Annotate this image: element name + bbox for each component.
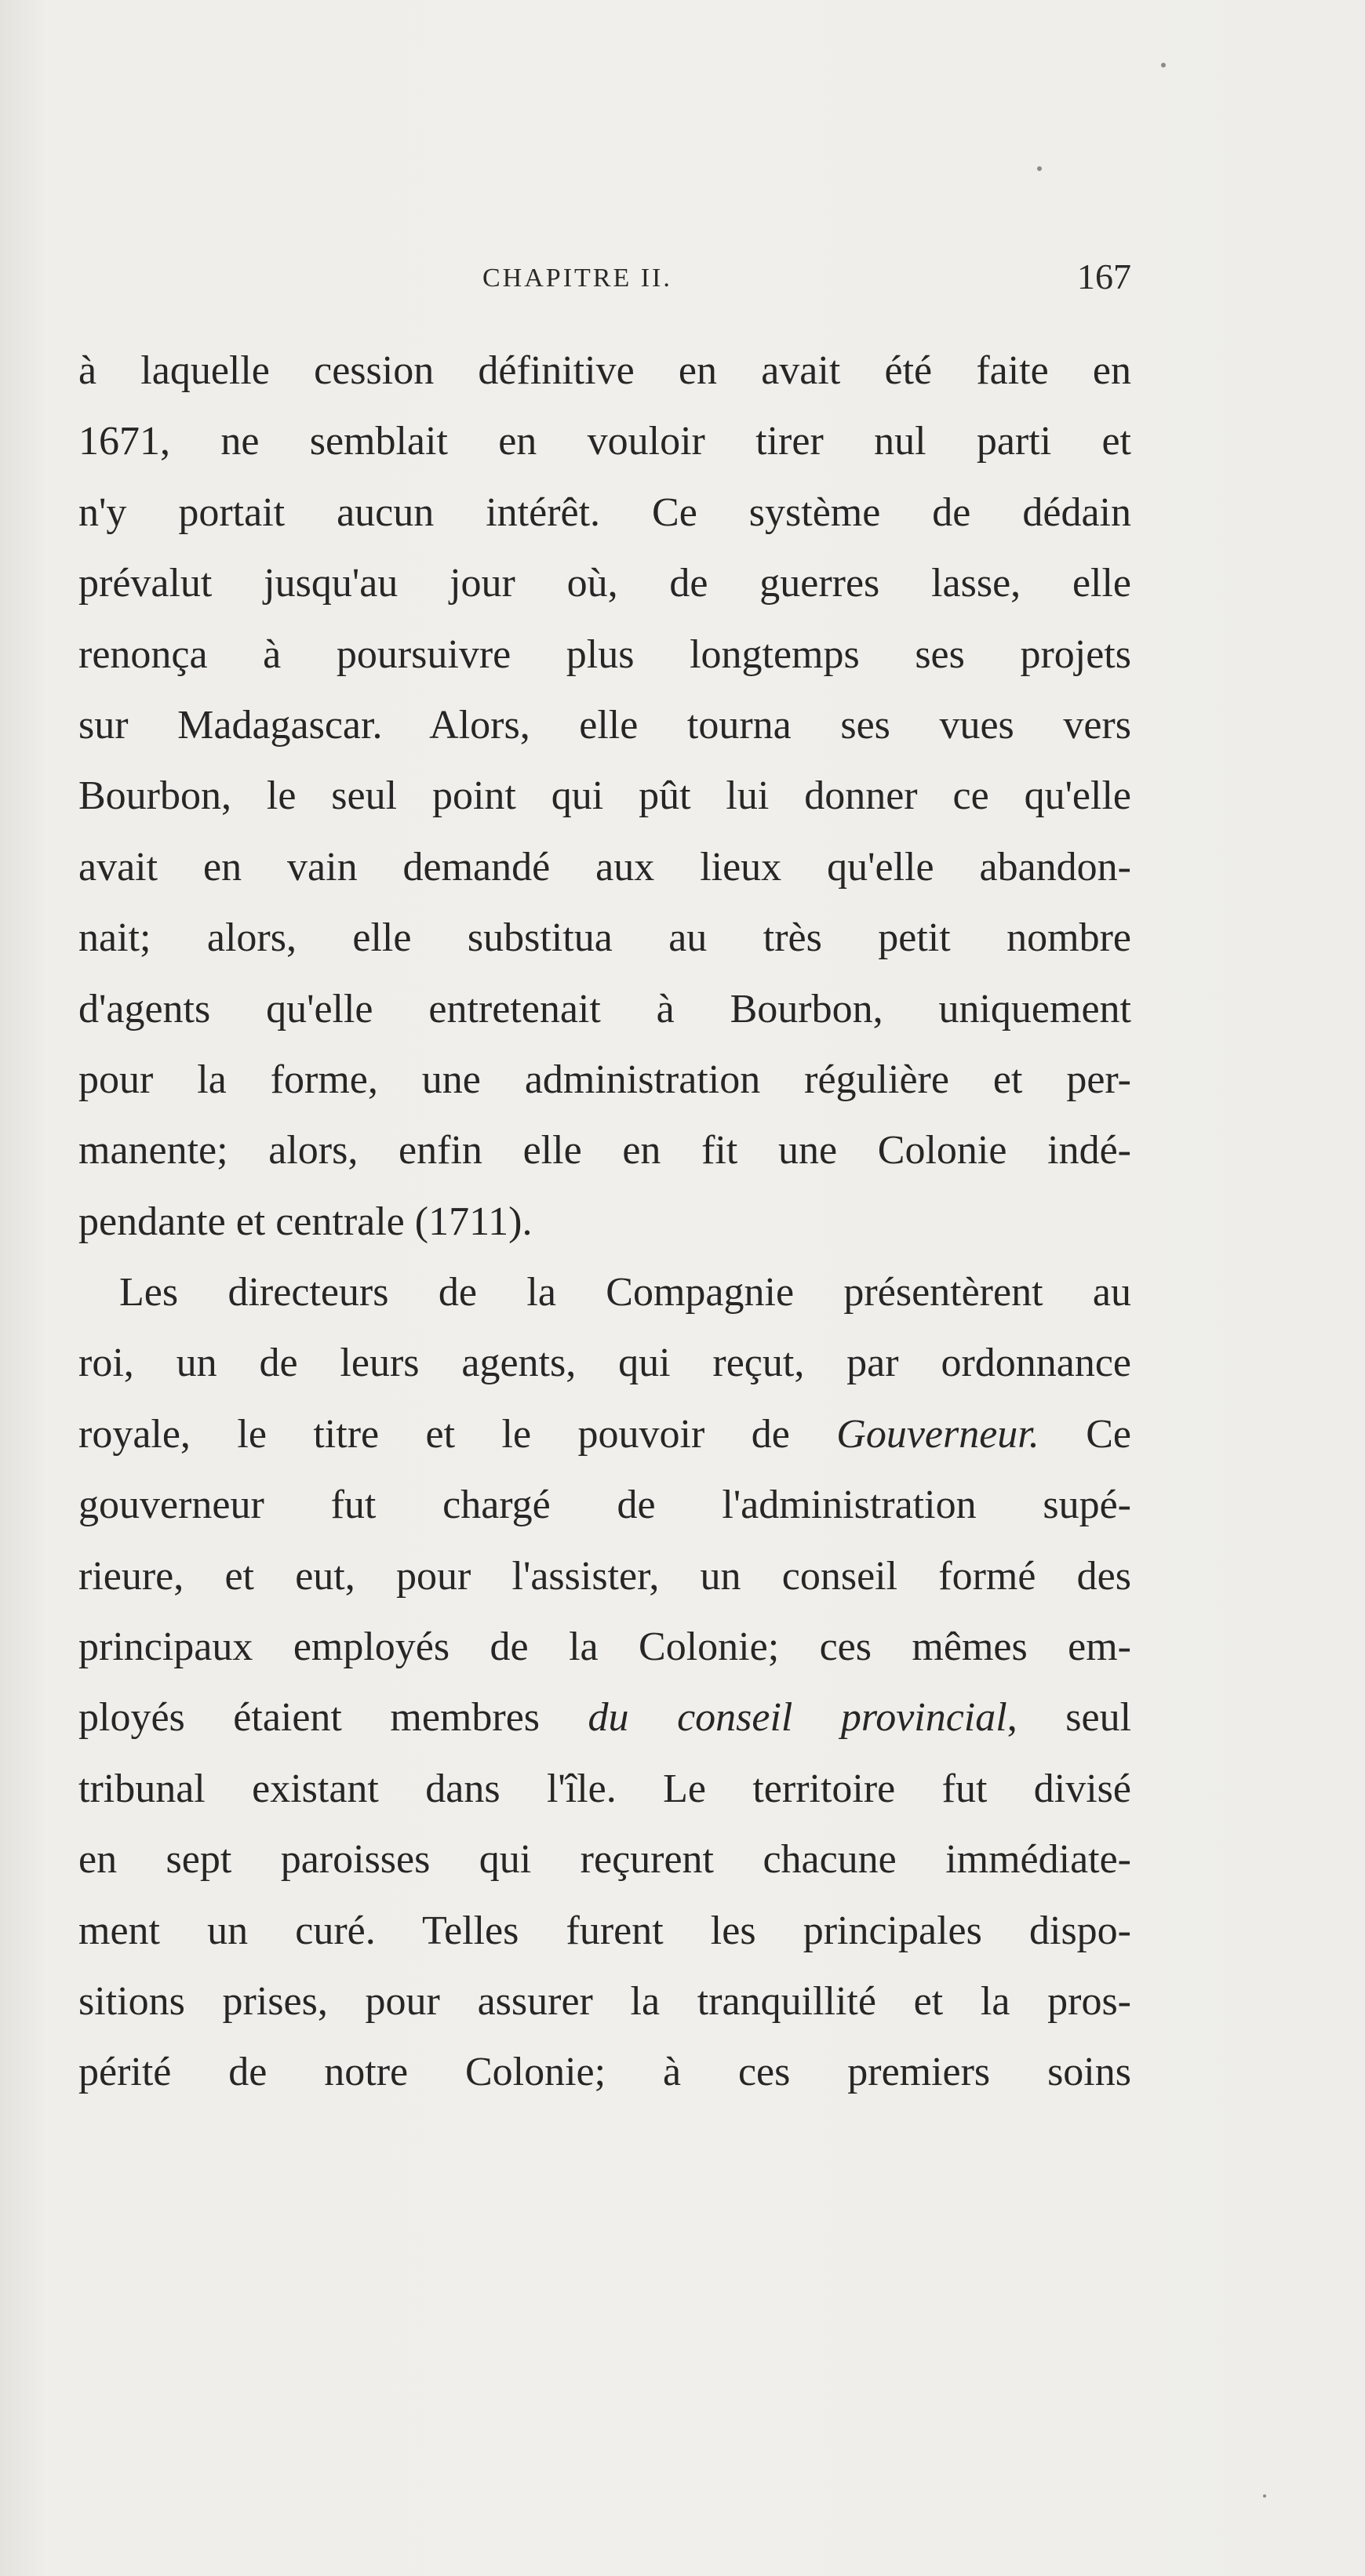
text-line: nait; alors, elle substitua au très petit nombre <box>78 915 1131 961</box>
text-line <box>78 1399 1131 1470</box>
italic-term-gouverneur: Gouverneur. <box>836 1411 1039 1457</box>
text-line: sur Madagascar. Alors, elle tourna ses vues vers <box>78 702 1131 748</box>
text-line: rieure, et eut, pour l'assister, un conseil formé des <box>78 1553 1131 1599</box>
text-segment: Ce <box>1086 1411 1131 1457</box>
text-line <box>78 1683 1131 1753</box>
text-line: tribunal existant dans l'île. Le territoire fut divisé <box>78 1766 1131 1811</box>
text-line: périté de notre Colonie; à ces premiers soins <box>78 2050 1131 2095</box>
text-line: en sept paroisses qui reçurent chacune immédiate- <box>78 1837 1131 1883</box>
text-segment: ployés étaient membres <box>78 1695 541 1741</box>
text-line: à laquelle cession définitive en avait été faite en <box>78 348 1131 393</box>
text-line: ment un curé. Telles furent les principales dispo- <box>78 1908 1131 1953</box>
paragraph-end-line: pendante et centrale (1711). <box>78 1199 533 1244</box>
text-line: avait en vain demandé aux lieux qu'elle abandon- <box>78 844 1131 890</box>
text-line: roi, un de leurs agents, qui reçut, par ordonnance <box>78 1341 1131 1386</box>
text-segment: royale, le titre et le pouvoir de <box>78 1411 790 1457</box>
text-line: Bourbon, le seul point qui pût lui donner ce qu'elle <box>78 773 1131 819</box>
text-line: d'agents qu'elle entretenait à Bourbon, uniquement <box>78 986 1131 1031</box>
page-header <box>78 256 1131 303</box>
paper-speck <box>1037 166 1042 171</box>
text-line: renonça à poursuivre plus longtemps ses projets <box>78 631 1131 677</box>
text-line: n'y portait aucun intérêt. Ce système de dédain <box>78 489 1131 535</box>
text-line: manente; alors, enfin elle en fit une Colonie indé- <box>78 1128 1131 1173</box>
text-segment: , seul <box>1006 1695 1132 1741</box>
paper-speck <box>1263 2494 1266 2498</box>
text-line: gouverneur fut chargé de l'administration supé- <box>78 1483 1131 1528</box>
text-line: sitions prises, pour assurer la tranquillité et la pros- <box>78 1978 1131 2024</box>
page-number: 167 <box>1077 257 1131 297</box>
text-line: 1671, ne semblait en vouloir tirer nul parti et <box>78 419 1131 464</box>
running-title: CHAPITRE II. <box>482 264 672 293</box>
paper-speck <box>1161 63 1166 67</box>
text-line: pour la forme, une administration régulière et per- <box>78 1057 1131 1102</box>
body-text <box>78 336 1131 2108</box>
paragraph-start-line: Les directeurs de la Compagnie présentèrent au <box>119 1270 1131 1315</box>
italic-term-conseil-provincial: du conseil provincial <box>588 1695 1007 1741</box>
text-line: principaux employés de la Colonie; ces mêmes em- <box>78 1625 1131 1670</box>
text-line: prévalut jusqu'au jour où, de guerres lasse, elle <box>78 561 1131 606</box>
